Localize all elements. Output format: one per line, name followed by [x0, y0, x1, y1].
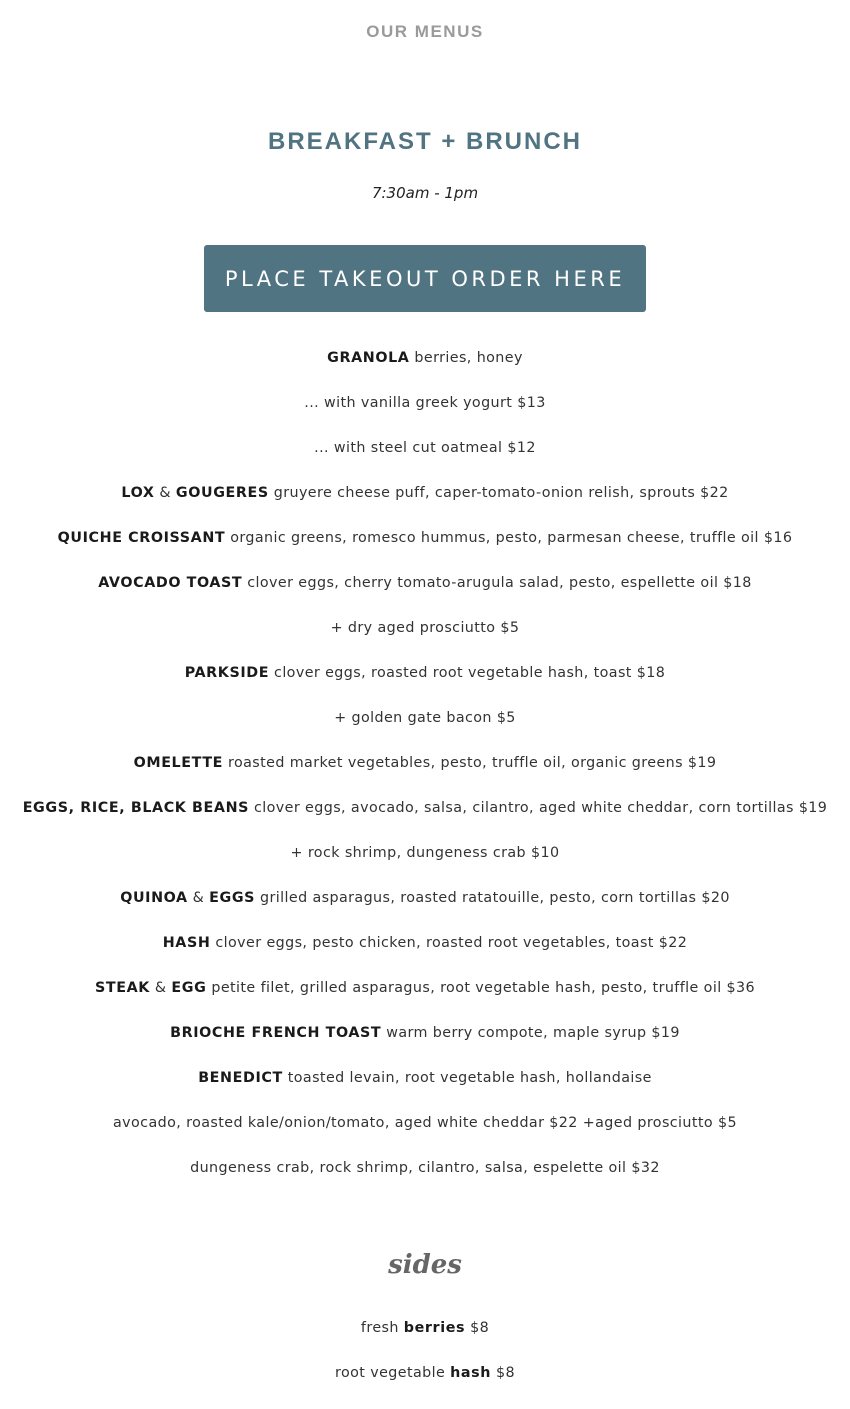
sides-title: sides: [388, 1250, 462, 1280]
menu-item-quinoa-eggs: [0, 876, 850, 921]
item-description: avocado, roasted kale/onion/tomato, aged white cheddar $22 +aged prosciutto $5: [113, 1115, 737, 1131]
item-description: ... with vanilla greek yogurt $13: [304, 395, 546, 411]
menu-item-parkside: [0, 651, 850, 696]
item-name: PARKSIDE: [184, 665, 270, 681]
item-name: AVOCADO TOAST: [98, 575, 243, 591]
item-description: + golden gate bacon $5: [334, 710, 516, 726]
item-name: GRANOLA: [327, 350, 410, 366]
menu-item-lox-gougeres: [0, 471, 850, 516]
item-name: BENEDICT: [198, 1070, 283, 1086]
side-price: $8: [465, 1320, 490, 1336]
menu-item-steak-egg: [0, 966, 850, 1011]
item-name: OMELETTE: [133, 755, 224, 771]
item-conjunction: &: [187, 890, 210, 906]
menu-item-option: [0, 426, 850, 471]
item-name: STEAK: [94, 980, 150, 996]
item-description: berries, honey: [409, 350, 523, 366]
menu-item-option: [0, 381, 850, 426]
side-prefix: fresh: [360, 1320, 404, 1336]
menu-item-omelette: [0, 741, 850, 786]
item-conjunction: &: [149, 980, 172, 996]
menu-item-benedict: [0, 1056, 850, 1101]
item-description: clover eggs, roasted root vegetable hash, toast $18: [269, 665, 666, 681]
item-description: ... with steel cut oatmeal $12: [314, 440, 536, 456]
side-price: $8: [491, 1365, 515, 1381]
menu-item-granola: [0, 336, 850, 381]
item-name: BRIOCHE FRENCH TOAST: [170, 1025, 382, 1041]
menu-item-brioche-french-toast: [0, 1011, 850, 1056]
item-name: EGGS, RICE, BLACK BEANS: [22, 800, 250, 816]
item-description: + dry aged prosciutto $5: [330, 620, 520, 636]
item-description: clover eggs, avocado, salsa, cilantro, aged white cheddar, corn tortillas $19: [249, 800, 828, 816]
side-name: berries: [403, 1320, 466, 1336]
item-name: GOUGERES: [175, 485, 269, 501]
menu-item-hash: [0, 921, 850, 966]
sides-list: [0, 1306, 850, 1396]
menu-item-avocado-toast: [0, 561, 850, 606]
menu-item-eggs-rice-black-beans: [0, 786, 850, 831]
item-description: clover eggs, pesto chicken, roasted root vegetables, toast $22: [210, 935, 688, 951]
menu-item-quiche-croissant: [0, 516, 850, 561]
item-description: grilled asparagus, roasted ratatouille, pesto, corn tortillas $20: [255, 890, 730, 906]
item-description: + rock shrimp, dungeness crab $10: [290, 845, 560, 861]
menu-item-addon: [0, 696, 850, 741]
side-item-berries: [0, 1306, 850, 1351]
menu-hours: 7:30am - 1pm: [371, 184, 479, 202]
side-name: hash: [450, 1365, 492, 1381]
item-conjunction: &: [154, 485, 176, 501]
item-description: dungeness crab, rock shrimp, cilantro, salsa, espelette oil $32: [190, 1160, 660, 1176]
item-description: clover eggs, cherry tomato-arugula salad, pesto, espellette oil $18: [242, 575, 752, 591]
place-takeout-order-button[interactable]: PLACE TAKEOUT ORDER HERE: [204, 245, 646, 312]
menu-item-addon: [0, 606, 850, 651]
item-description: petite filet, grilled asparagus, root vegetable hash, pesto, truffle oil $36: [206, 980, 756, 996]
item-name: QUICHE CROISSANT: [57, 530, 226, 546]
side-item-hash: [0, 1351, 850, 1396]
item-description: gruyere cheese puff, caper-tomato-onion relish, sprouts $22: [268, 485, 729, 501]
item-name: EGG: [171, 980, 207, 996]
menu-title: BREAKFAST + BRUNCH: [267, 128, 582, 155]
item-description: organic greens, romesco hummus, pesto, parmesan cheese, truffle oil $16: [225, 530, 793, 546]
item-name: QUINOA: [120, 890, 188, 906]
menu-item-addon: [0, 831, 850, 876]
side-prefix: root vegetable: [335, 1365, 451, 1381]
menu-item-benedict-option: [0, 1101, 850, 1146]
menu-item-benedict-option: [0, 1146, 850, 1191]
item-description: roasted market vegetables, pesto, truffle oil, organic greens $19: [223, 755, 717, 771]
menu-items-list: [0, 336, 850, 1191]
item-name: LOX: [121, 485, 155, 501]
section-label: OUR MENUS: [366, 22, 484, 41]
item-name: EGGS: [209, 890, 256, 906]
item-description: toasted levain, root vegetable hash, hollandaise: [282, 1070, 652, 1086]
item-description: warm berry compote, maple syrup $19: [381, 1025, 680, 1041]
item-name: HASH: [162, 935, 211, 951]
